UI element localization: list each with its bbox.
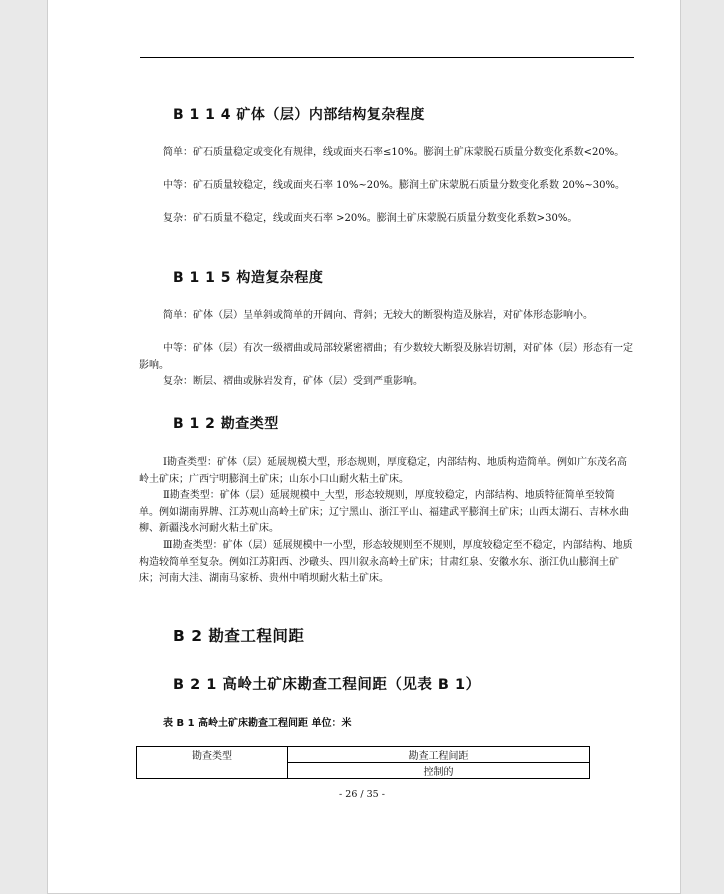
header-rule	[140, 57, 634, 58]
paragraph: 简单：矿体（层）呈单斜或简单的开阔向、背斜；无较大的断裂构造及脉岩，对矿体形态影响小。	[163, 310, 593, 321]
paragraph: 中等：矿体（层）有次一级褶曲或局部较紧密褶曲；有少数较大断裂及脉岩切割，对矿体（层）形态有一定影响。	[139, 343, 633, 371]
paragraph: 简单：矿石质量稳定或变化有规律，线或面夹石率≤10%。膨润土矿床蒙脱石质量分数变化系数<20%。	[163, 147, 625, 158]
paragraph: Ⅱ勘查类型：矿体（层）延展规模中_大型，形态较规则，厚度较稳定，内部结构、地质特征简单至较简单。例如湖南界牌、江苏观山高岭土矿床；辽宁黑山、浙江平山、福建武平膨润土矿床；山西太湖石、吉林水曲柳、新疆浅水河耐火粘土矿床。	[139, 490, 629, 534]
table-caption: 表 B 1 高岭土矿床勘查工程间距 单位：米	[163, 718, 352, 729]
section-heading-b12: B 1 2 勘查类型	[173, 416, 279, 432]
table-header-spacing: 勘查工程间距	[288, 747, 590, 763]
table-header-type: 勘查类型	[137, 747, 288, 779]
section-heading-b115: B 1 1 5 构造复杂程度	[173, 270, 324, 286]
subsection-heading-b21: B 2 1 高岭土矿床勘查工程间距（见表 B 1）	[173, 677, 481, 693]
chapter-heading-b2: B 2 勘查工程间距	[173, 627, 305, 645]
spacing-table	[136, 746, 590, 779]
table-subheader-controlled: 控制的	[288, 763, 590, 779]
paragraph: Ⅰ勘查类型：矿体（层）延展规模大型，形态规则，厚度稳定，内部结构、地质构造简单。例如广东茂名高岭土矿床；广西宁明膨润土矿床；山东小口山耐火粘土矿床。	[139, 457, 627, 485]
paragraph: 复杂：矿石质量不稳定，线或面夹石率 >20%。膨润土矿床蒙脱石质量分数变化系数>30%。	[163, 213, 578, 224]
page-number: - 26 / 35 -	[339, 789, 385, 800]
paragraph: 复杂：断层、褶曲或脉岩发育，矿体（层）受到严重影响。	[163, 376, 423, 387]
paragraph: 中等：矿石质量较稳定，线或面夹石率 10%~20%。膨润土矿床蒙脱石质量分数变化系数 20%~30%。	[163, 180, 626, 191]
section-heading-b114: B 1 1 4 矿体（层）内部结构复杂程度	[173, 107, 425, 123]
paragraph: Ⅲ勘查类型：矿体（层）延展规模中一小型，形态较规则至不规则，厚度较稳定至不稳定，内部结构、地质构造较简单至复杂。例如江苏阳西、沙礅头、四川叙永高岭土矿床；甘肃红泉、安徽水东、浙江仇山膨润土矿床；河南大洼、湖南马家桥、贵州中哨坝耐火粘土矿床。	[139, 540, 633, 584]
